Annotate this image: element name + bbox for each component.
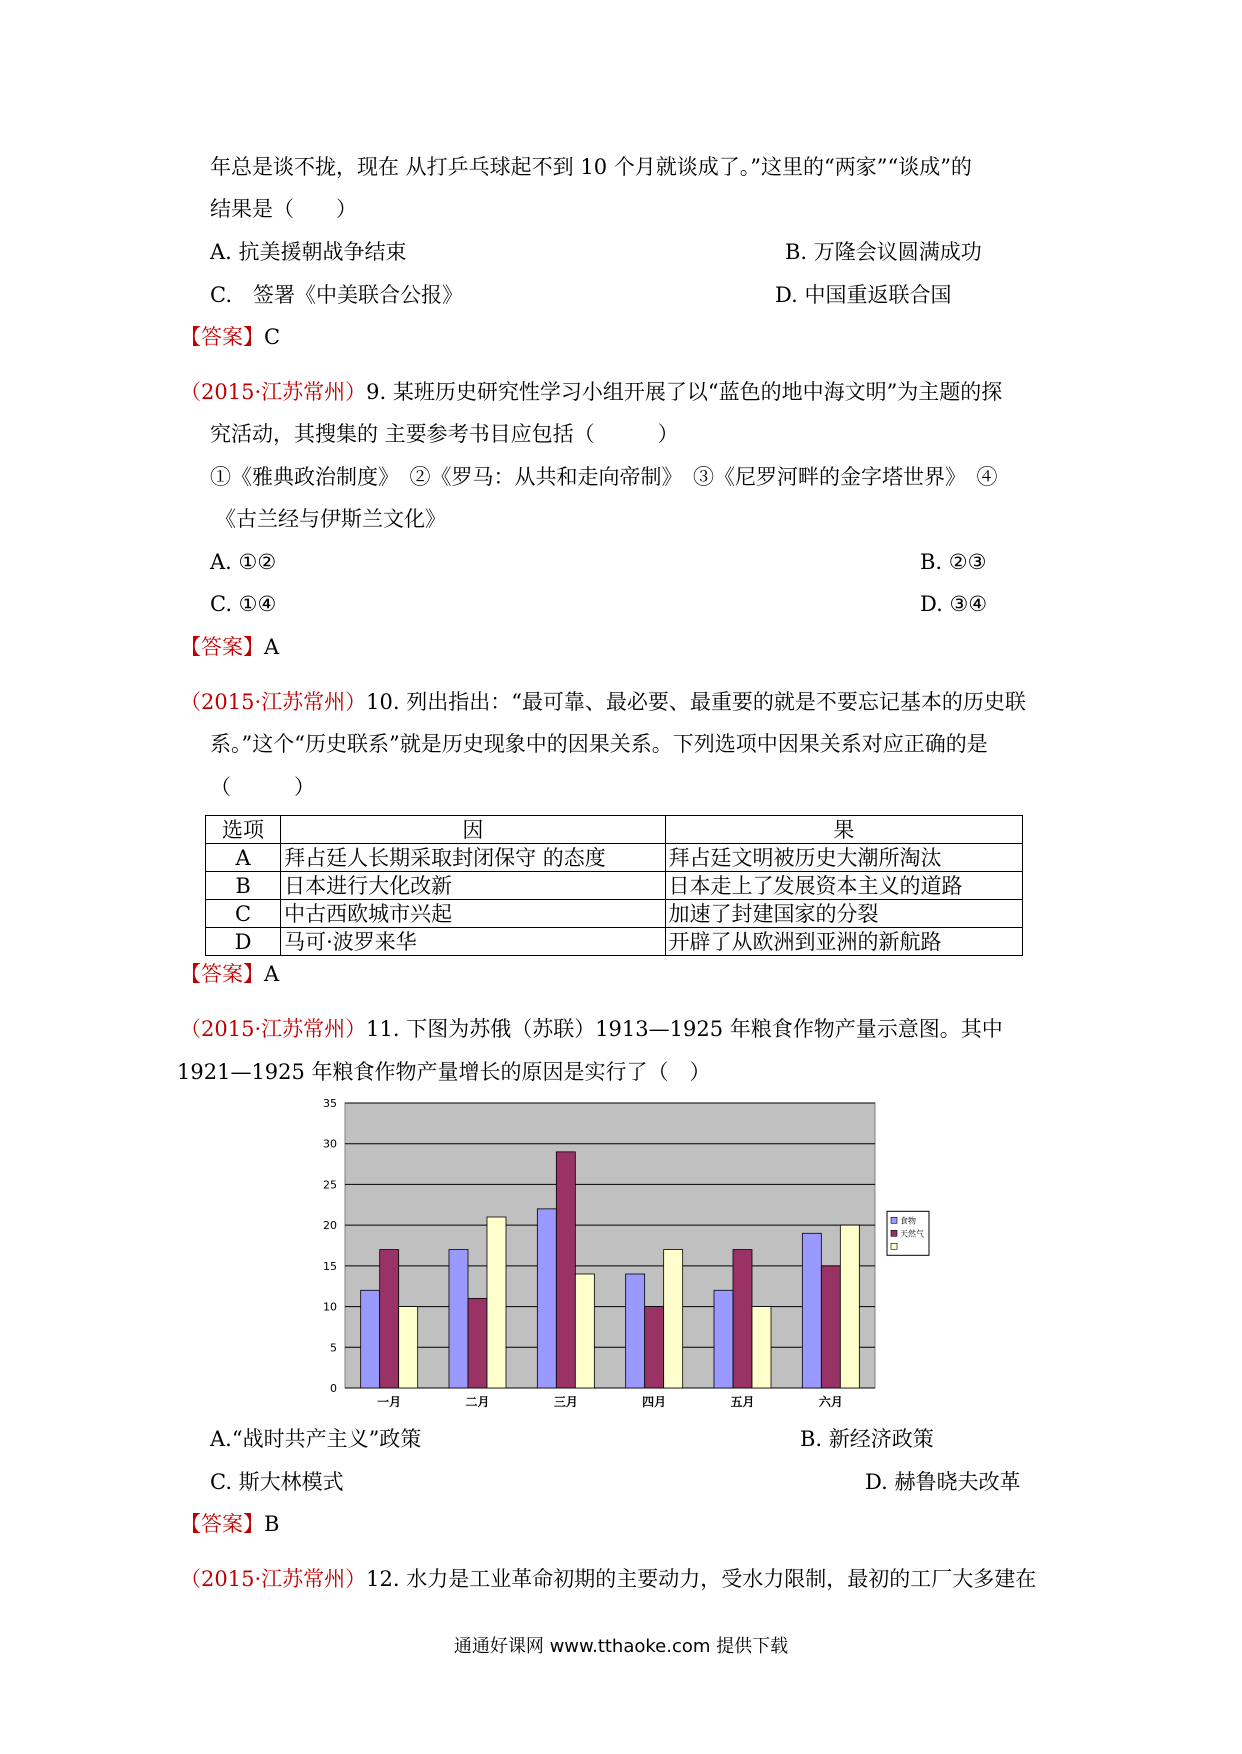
q8-option-a: A. 抗美援朝战争结束 bbox=[210, 240, 407, 264]
answer-value: B bbox=[264, 1512, 280, 1536]
legend-label: 天然气 bbox=[900, 1229, 924, 1239]
question-source: （2015·江苏常州） bbox=[180, 1017, 367, 1041]
table-row bbox=[206, 928, 1023, 956]
q11-option-b: B. 新经济政策 bbox=[800, 1427, 934, 1451]
x-tick-label: 四月 bbox=[642, 1395, 667, 1409]
x-tick-label: 三月 bbox=[553, 1395, 578, 1409]
row-option: B bbox=[206, 872, 281, 900]
answer-label: 【答案】 bbox=[180, 325, 264, 349]
q9-option-b: B. ②③ bbox=[920, 550, 987, 574]
answer-label: 【答案】 bbox=[180, 1512, 264, 1536]
cause-effect-table-wrapper bbox=[203, 813, 1025, 962]
question-text: 9. 某班历史研究性学习小组开展了以“蓝色的地中海文明”为主题的探 bbox=[366, 380, 1003, 404]
table-row bbox=[206, 872, 1023, 900]
bar bbox=[487, 1217, 506, 1388]
q10-stem-line3: （ ） bbox=[210, 775, 315, 799]
y-tick-label: 20 bbox=[323, 1219, 337, 1233]
bar bbox=[840, 1225, 859, 1388]
question-text: 10. 列出指出：“最可靠、最必要、最重要的就是不要忘记基本的历史联 bbox=[366, 690, 1026, 714]
bar bbox=[468, 1298, 487, 1388]
q9-stem-line3: ①《雅典政治制度》 ②《罗马：从共和走向帝制》 ③《尼罗河畔的金字塔世界》 ④ bbox=[210, 465, 998, 489]
bar bbox=[380, 1250, 399, 1388]
table-header-row bbox=[206, 816, 1023, 844]
cause-effect-table bbox=[205, 815, 1023, 956]
row-cause: 日本进行大化改新 bbox=[281, 872, 665, 900]
bar bbox=[802, 1233, 821, 1388]
q9-stem-line4: 《古兰经与伊斯兰文化》 bbox=[215, 507, 446, 531]
header-cause: 因 bbox=[281, 816, 665, 844]
answer-value: A bbox=[264, 962, 280, 986]
row-effect: 拜占廷文明被历史大潮所淘汰 bbox=[665, 844, 1022, 872]
q9-answer bbox=[180, 635, 279, 660]
plot-area bbox=[345, 1103, 875, 1388]
q8-answer bbox=[180, 325, 280, 350]
bar bbox=[537, 1209, 556, 1388]
q12-stem-line1 bbox=[180, 1567, 1036, 1592]
row-option: C bbox=[206, 900, 281, 928]
bar bbox=[664, 1250, 683, 1388]
bar bbox=[821, 1266, 840, 1388]
bar bbox=[399, 1307, 418, 1388]
q8-stem-line1: 年总是谈不拢，现在 从打乒乓球起不到 10 个月就谈成了。”这里的“两家”“谈成”的 bbox=[210, 155, 972, 179]
question-text: 11. 下图为苏俄（苏联）1913—1925 年粮食作物产量示意图。其中 bbox=[366, 1017, 1003, 1041]
answer-value: A bbox=[264, 635, 280, 659]
x-tick-label: 一月 bbox=[377, 1395, 402, 1409]
header-effect: 果 bbox=[665, 816, 1022, 844]
y-tick-label: 35 bbox=[323, 1097, 337, 1110]
bar bbox=[449, 1250, 468, 1388]
bar bbox=[752, 1307, 771, 1388]
header-option: 选项 bbox=[206, 816, 281, 844]
q10-answer bbox=[180, 962, 279, 987]
q9-option-c: C. ①④ bbox=[210, 592, 277, 616]
answer-label: 【答案】 bbox=[180, 962, 264, 986]
row-option: A bbox=[206, 844, 281, 872]
y-tick-label: 5 bbox=[330, 1341, 337, 1355]
x-tick-label: 二月 bbox=[465, 1395, 490, 1409]
q10-stem-line1 bbox=[180, 690, 1026, 715]
legend-swatch bbox=[891, 1243, 897, 1249]
legend-label: 食物 bbox=[900, 1216, 916, 1226]
q9-option-a: A. ①② bbox=[210, 550, 277, 574]
y-tick-label: 0 bbox=[330, 1382, 337, 1395]
y-tick-label: 15 bbox=[323, 1259, 337, 1273]
question-source: （2015·江苏常州） bbox=[180, 380, 367, 404]
q11-stem-line2: 1921—1925 年粮食作物产量增长的原因是实行了（ ） bbox=[177, 1060, 711, 1084]
bar bbox=[645, 1307, 664, 1388]
y-tick-label: 25 bbox=[323, 1178, 337, 1192]
q9-option-d: D. ③④ bbox=[920, 592, 988, 616]
bar bbox=[575, 1274, 594, 1388]
q11-stem-line1 bbox=[180, 1017, 1003, 1042]
row-cause: 中古西欧城市兴起 bbox=[281, 900, 665, 928]
y-tick-label: 30 bbox=[323, 1137, 337, 1151]
table-row bbox=[206, 844, 1023, 872]
q8-option-c: C. 签署《中美联合公报》 bbox=[210, 283, 463, 307]
row-option: D bbox=[206, 928, 281, 956]
q8-stem-line2: 结果是（ ） bbox=[210, 197, 357, 221]
row-effect: 日本走上了发展资本主义的道路 bbox=[665, 872, 1022, 900]
question-source: （2015·江苏常州） bbox=[180, 1567, 367, 1591]
page-footer: 通通好课网 www.tthaoke.com 提供下载 bbox=[453, 1636, 789, 1657]
legend-swatch bbox=[891, 1217, 897, 1223]
q11-option-c: C. 斯大林模式 bbox=[210, 1470, 344, 1494]
q10-stem-line2: 系。”这个“历史联系”就是历史现象中的因果关系。下列选项中因果关系对应正确的是 bbox=[210, 732, 988, 756]
answer-value: C bbox=[264, 325, 281, 349]
q8-option-b: B. 万隆会议圆满成功 bbox=[785, 240, 982, 264]
bar bbox=[361, 1290, 380, 1388]
grain-production-bar-chart bbox=[310, 1095, 950, 1425]
table-row bbox=[206, 900, 1023, 928]
bar bbox=[733, 1250, 752, 1388]
bar bbox=[626, 1274, 645, 1388]
q11-option-a: A.“战时共产主义”政策 bbox=[210, 1427, 422, 1451]
answer-label: 【答案】 bbox=[180, 635, 264, 659]
q9-stem-line2: 究活动，其搜集的 主要参考书目应包括（ ） bbox=[210, 422, 679, 446]
row-effect: 加速了封建国家的分裂 bbox=[665, 900, 1022, 928]
row-effect: 开辟了从欧洲到亚洲的新航路 bbox=[665, 928, 1022, 956]
row-cause: 马可·波罗来华 bbox=[281, 928, 665, 956]
q8-option-d: D. 中国重返联合国 bbox=[775, 283, 952, 307]
question-text: 12. 水力是工业革命初期的主要动力，受水力限制，最初的工厂大多建在 bbox=[366, 1567, 1037, 1591]
q11-option-d: D. 赫鲁晓夫改革 bbox=[865, 1470, 1021, 1494]
bar bbox=[714, 1290, 733, 1388]
question-source: （2015·江苏常州） bbox=[180, 690, 367, 714]
q9-stem-line1 bbox=[180, 380, 1002, 405]
q11-answer bbox=[180, 1512, 279, 1537]
x-tick-label: 五月 bbox=[730, 1395, 755, 1409]
y-tick-label: 10 bbox=[323, 1300, 337, 1314]
row-cause: 拜占廷人长期采取封闭保守 的态度 bbox=[281, 844, 665, 872]
legend-swatch bbox=[891, 1230, 897, 1236]
x-tick-label: 六月 bbox=[818, 1395, 843, 1409]
bar bbox=[556, 1152, 575, 1388]
